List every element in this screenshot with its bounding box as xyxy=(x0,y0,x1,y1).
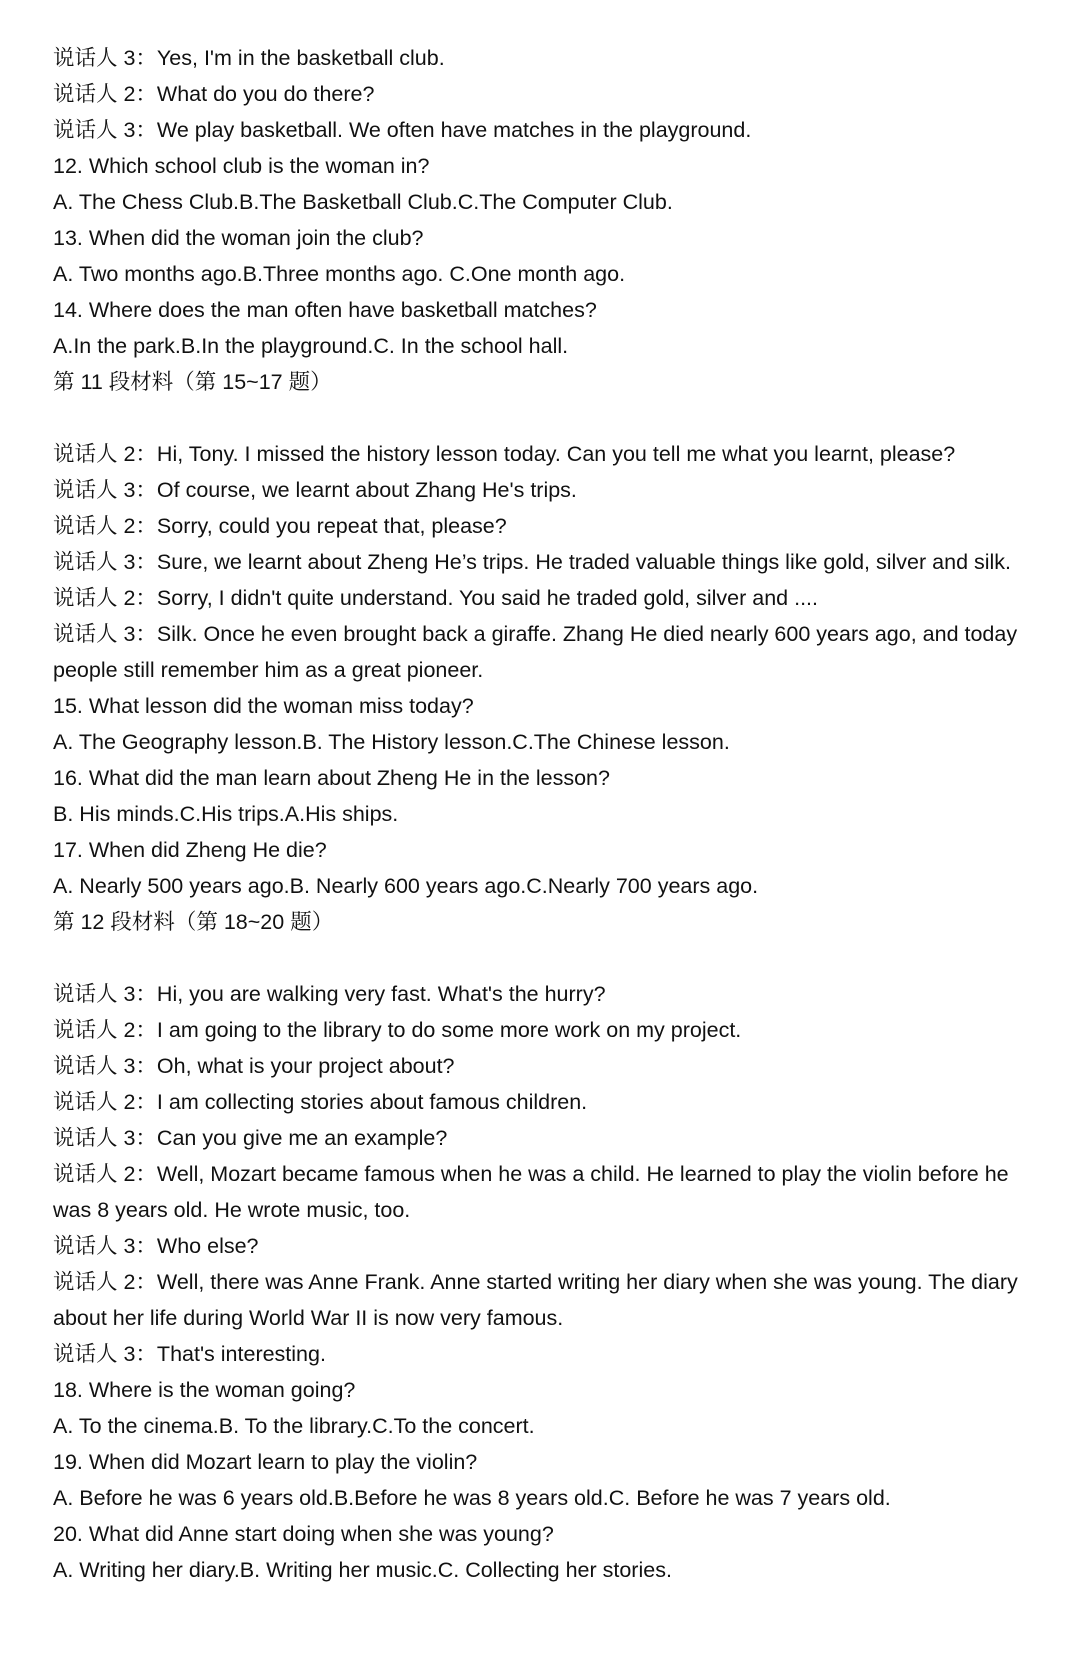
text-line: 说话人 3：Hi, you are walking very fast. What's the hurry? xyxy=(53,982,606,1006)
options-13: A. Two months ago.B.Three months ago. C.One month ago. xyxy=(53,262,626,286)
text-line: 说话人 3：Silk. Once he even brought back a giraffe. Zhang He died nearly 600 years ago, and today people still remember him as a great pioneer. xyxy=(53,622,1018,682)
options-19: A. Before he was 6 years old.B.Before he was 8 years old.C. Before he was 7 years old. xyxy=(53,1486,891,1510)
question-20: 20. What did Anne start doing when she was young? xyxy=(53,1522,554,1546)
question-16: 16. What did the man learn about Zheng He in the lesson? xyxy=(53,766,610,790)
question-14: 14. Where does the man often have basketball matches? xyxy=(53,298,597,322)
question-13: 13. When did the woman join the club? xyxy=(53,226,424,250)
text-line: 说话人 2：What do you do there? xyxy=(53,82,375,106)
text-line: 说话人 2：Sorry, I didn't quite understand. You said he traded gold, silver and .... xyxy=(53,586,819,610)
text-line: 说话人 3：Yes, I'm in the basketball club. xyxy=(53,46,445,70)
options-15: A. The Geography lesson.B. The History lesson.C.The Chinese lesson. xyxy=(53,730,730,754)
text-line: 说话人 3：That's interesting. xyxy=(53,1342,326,1366)
options-12: A. The Chess Club.B.The Basketball Club.C.The Computer Club. xyxy=(53,190,673,214)
options-16: B. His minds.C.His trips.A.His ships. xyxy=(53,802,399,826)
text-line: 说话人 2：Well, there was Anne Frank. Anne started writing her diary when she was young. The diary about her life during World War II is now very famous. xyxy=(53,1270,1018,1330)
options-20: A. Writing her diary.B. Writing her music.C. Collecting her stories. xyxy=(53,1558,672,1582)
question-18: 18. Where is the woman going? xyxy=(53,1378,356,1402)
section-heading-11: 第 11 段材料（第 15~17 题） xyxy=(53,370,332,394)
blank-line xyxy=(53,940,1043,976)
text-line: 说话人 2：I am collecting stories about famous children. xyxy=(53,1090,588,1114)
question-19: 19. When did Mozart learn to play the violin? xyxy=(53,1450,478,1474)
options-17: A. Nearly 500 years ago.B. Nearly 600 years ago.C.Nearly 700 years ago. xyxy=(53,874,759,898)
text-line: 说话人 3：Who else? xyxy=(53,1234,259,1258)
text-line: 说话人 3：Of course, we learnt about Zhang He's trips. xyxy=(53,478,577,502)
options-14: A.In the park.B.In the playground.C. In the school hall. xyxy=(53,334,569,358)
text-line: 说话人 2：I am going to the library to do some more work on my project. xyxy=(53,1018,742,1042)
options-18: A. To the cinema.B. To the library.C.To the concert. xyxy=(53,1414,535,1438)
text-line: 说话人 3：Oh, what is your project about? xyxy=(53,1054,455,1078)
text-line: 说话人 3：Can you give me an example? xyxy=(53,1126,448,1150)
text-line: 说话人 3：Sure, we learnt about Zheng He’s trips. He traded valuable things like gold, silver and silk. xyxy=(53,550,1012,574)
text-line: 说话人 2：Hi, Tony. I missed the history lesson today. Can you tell me what you learnt, please? xyxy=(53,442,956,466)
text-line: 说话人 2：Well, Mozart became famous when he was a child. He learned to play the violin before he was 8 years old. He wrote music, too. xyxy=(53,1162,1009,1222)
section-heading-12: 第 12 段材料（第 18~20 题） xyxy=(53,910,334,934)
question-17: 17. When did Zheng He die? xyxy=(53,838,327,862)
question-15: 15. What lesson did the woman miss today? xyxy=(53,694,474,718)
text-line: 说话人 2：Sorry, could you repeat that, please? xyxy=(53,514,507,538)
blank-line xyxy=(53,400,1043,436)
text-line: 说话人 3：We play basketball. We often have matches in the playground. xyxy=(53,118,752,142)
document-body xyxy=(53,40,1043,1588)
question-12: 12. Which school club is the woman in? xyxy=(53,154,430,178)
